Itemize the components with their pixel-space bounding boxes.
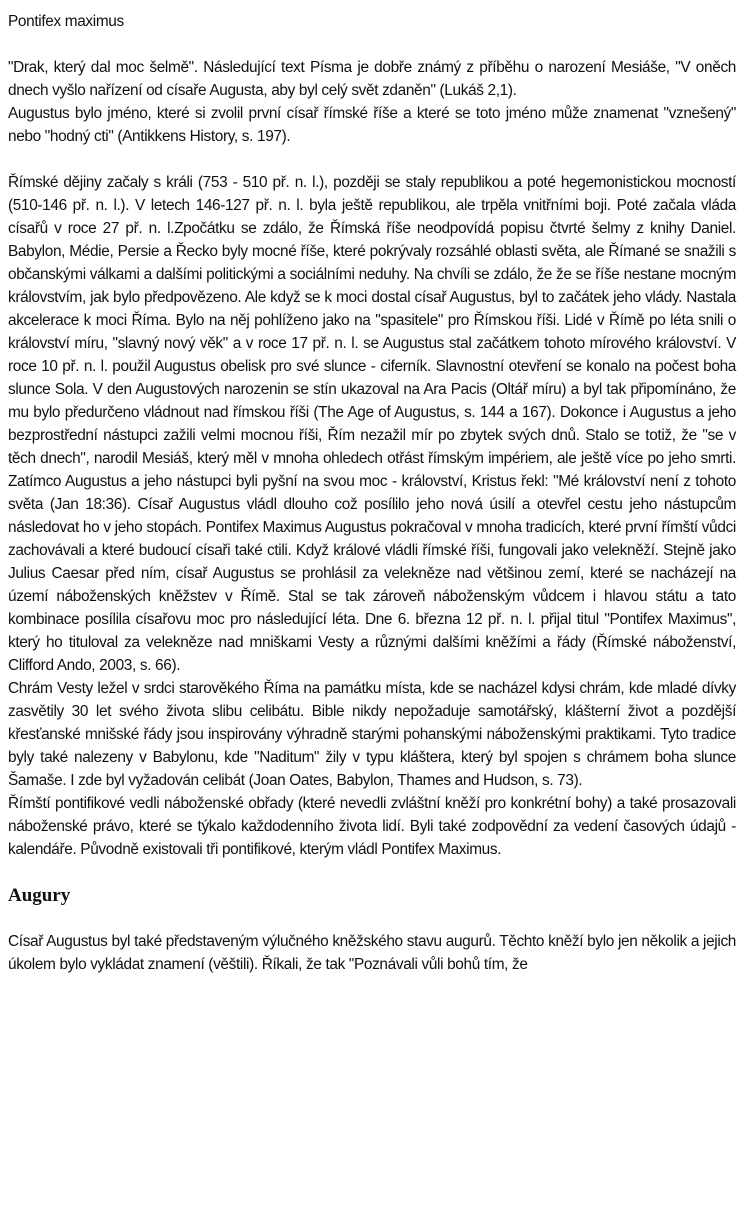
body-paragraph-pontifices: Římští pontifikové vedli náboženské obřady (které nevedli zvláštní kněží pro konkrétní bohy) a také prosazovali náboženské právo, které se týkalo každodenního života lidí. Byli také zodpovědní za vedení časových údajů - kalendáře. Původně existovali tři pontifikové, kterým vládl Pontifex Maximus. bbox=[8, 795, 736, 858]
document-page bbox=[8, 10, 736, 976]
document-title: Pontifex maximus bbox=[8, 13, 124, 30]
section-heading-augury: Augury bbox=[8, 885, 71, 906]
paragraph-gap bbox=[8, 148, 736, 171]
intro-paragraph-augustus: Augustus bylo jméno, které si zvolil první císař římské říše a které se toto jméno může znamenat "vznešený" nebo "hodný cti" (Antikkens History, s. 197). bbox=[8, 105, 736, 145]
body-paragraph-temple-of-vesta: Chrám Vesty ležel v srdci starověkého Říma na památku místa, kde se nacházel kdysi chrám, kde mladé dívky zasvětily 30 let svého života slibu celibátu. Bible nikdy nepožaduje samotářský, klášterní život a pozdější křesťanské mnišské řády jsou inspirovány výhradně starými pohanskými náboženskými praktikami. Tyto tradice byly také nalezeny v Babylonu, kde "Naditum" žily v typu kláštera, který byl spojen s chrámem boha slunce Šamaše. I zde byl vyžadován celibát (Joan Oates, Babylon, Thames and Hudson, s. 73). bbox=[8, 680, 736, 789]
body-paragraph-roman-history: Římské dějiny začaly s králi (753 - 510 př. n. l.), později se staly republikou a poté hegemonistickou mocností (510-146 př. n. l.). V letech 146-127 př. n. l. byla ještě republikou, ale trpěla vnitřními boji. Poté začala vláda císařů v roce 27 př. n. l.Zpočátku se zdálo, že Římská říše neodpovídá popisu čtvrté šelmy z knihy Daniel. Babylon, Médie, Persie a Řecko byly mocné říše, které pokrývaly rozsáhlé oblasti světa, ale Římané se snažili s občanskými válkami a dalšími politickými a sociálními neduhy. Na chvíli se zdálo, že že se říše nestane mocným královstvím, jak bylo předpovězeno. Ale když se k moci dostal císař Augustus, byl to začátek jeho vlády. Nastala akcelerace k moci Říma. Bylo na něj pohlíženo jako na "spasitele" pro Římskou říši. Lidé v Římě po léta snili o království míru, "slavný nový věk" a v roce 17 př. n. l. se Augustus stal začátkem tohoto mírového království. V roce 10 př. n. l. použil Augustus obelisk pro své slunce - ciferník. Slavnostní otevření se konalo na počest boha slunce Sola. V den Augustových narozenin se stín ukazoval na Ara Pacis (Oltář míru) a byl tak připomínáno, že mu bylo předurčeno vládnout nad římskou říši (The Age of Augustus, s. 144 a 167). Dokonce i Augustus a jeho bezprostřední nástupci zažili velmi mocnou říši, Řím nezažil mír po zbytek svých dnů. Stalo se totiž, že "se v těch dnech", narodil Mesiáš, který měl v mnoha ohledech otřást římským impériem, ale ještě více po jeho smrti. Zatímco Augustus a jeho nástupci byli pyšní na svou moc - království, Kristus řekl: "Mé království není z tohoto světa (Jan 18:36). Císař Augustus vládl dlouho což posílilo jeho nová úsilí a otevřel cestu jeho nástupcům následovat ho v jeho stopách. Pontifex Maximus Augustus pokračoval v mnoha tradicích, které první římští vůdci zachovávali a které budoucí císaři také ctili. Když králové vládli římské říši, fungovali jako velekněží. Stejně jako Julius Caesar před ním, císař Augustus se prohlásil za velekněze nad většinou zemí, které se nacházejí na území náboženských kněžstev v Římě. Stal se tak zároveň náboženským vůdcem i hlavou státu a tato kombinace posílila císařovu moc pro následující léta. Dne 6. března 12 př. n. l. přijal titul "Pontifex Maximus", který ho tituloval za velekněze nad mniškami Vesty a různými dalšími kněžími a řády (Římské náboženství, Clifford Ando, 2003, s. 66). bbox=[8, 174, 736, 674]
augury-paragraph: Císař Augustus byl také představeným výlučného kněžského stavu augurů. Těchto kněží bylo jen několik a jejich úkolem bylo vykládat znamení (věštili). Říkali, že tak "Poznávali vůli bohů tím, že bbox=[8, 933, 736, 973]
intro-paragraph-quote: "Drak, který dal moc šelmě". Následující text Písma je dobře známý z příběhu o narození Mesiáše, "V oněch dnech vyšlo nařízení od císaře Augusta, aby byl celý svět zdaněn" (Lukáš 2,1). bbox=[8, 59, 736, 99]
